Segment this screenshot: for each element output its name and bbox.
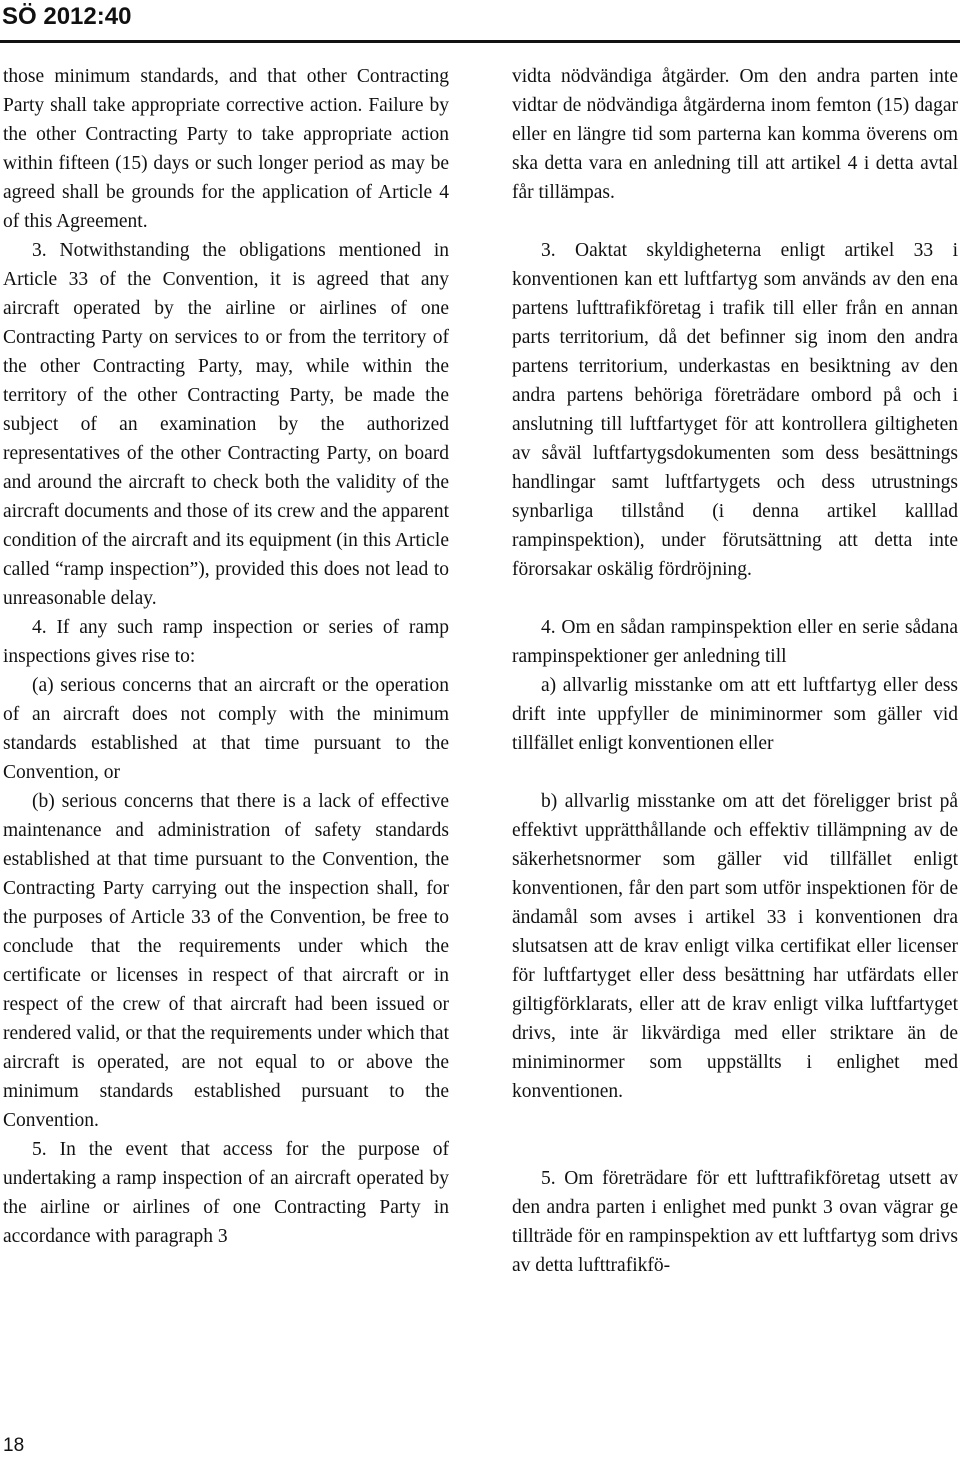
swedish-paragraph-5: 5. Om företrädare för ett lufttrafikföretag utsett av den andra parten i enlighet med punkt 3 ovan vägrar ge tillträde för en rampinspektion av ett luftfartyg som drivs av detta lufttrafikfö- (512, 1168, 958, 1276)
english-paragraph-3: 3. Notwithstanding the obligations mentioned in Article 33 of the Convention, it is agreed that any aircraft operated by the airline or airlines of one Contracting Party on services to or from the territory of the other Contracting Party, may, while within the territory of the other Contracting Party, be made the subject of an examination by the authorized representatives of the other Contracting Party, on board and around the aircraft to check both the validity of the aircraft documents and those of its crew and the apparent condition of the aircraft and its equipment (in this Article called “ramp inspection”), provided this does not lead to unreasonable delay. (3, 240, 449, 609)
english-paragraph-continuation: those minimum standards, and that other Contracting Party shall take appropriate corrective action. Failure by the other Contracting Party to take appropriate action within fifteen (15) days or such longer period as may be agreed shall be grounds for the application of Article 4 of this Agreement. (3, 66, 449, 232)
swedish-paragraph-3: 3. Oaktat skyldigheterna enligt artikel 33 i konventionen kan ett luftfartyg som används av den ena partens lufttrafikföretag i trafik till eller från en annan parts territorium, då det befinner sig inom den andra partens territorium, underkastas en besiktning av den andra partens behöriga företrädare ombord på och i anslutning till luftfartyget för att kontrollera giltigheten av såväl luftfartygsdokumenten som dess besättnings handlingar samt luftfartygets och dess utrustnings synbarliga tillstånd (i denna artikel kalllad rampinspektion), under förutsättning att detta inte förorsakar oskälig fördröjning. (512, 240, 958, 580)
english-paragraph-4b: (b) serious concerns that there is a lack of effective maintenance and administration of safety standards established at that time pursuant to the Convention, the Contracting Party carrying out the inspection shall, for the purposes of Article 33 of the Convention, be free to conclude that the requirements under which the certificate or licenses in respect of that aircraft or in respect of the crew of that aircraft had been issued or rendered valid, or that the requirements under which that aircraft is operated, are not equal to or above the minimum standards established pursuant to the Convention. (3, 791, 449, 1131)
english-column (3, 62, 449, 1251)
header-rule (0, 40, 960, 43)
swedish-paragraph-continuation: vidta nödvändiga åtgärder. Om den andra parten inte vidtar de nödvändiga åtgärderna inom femton (15) dagar eller en längre tid som parterna kan komma överens om ska detta vara en anledning till att artikel 4 i detta avtal får tillämpas. (512, 66, 958, 203)
swedish-paragraph-4b: b) allvarlig misstanke om att det föreligger brist på effektivt upprätthållande och effektiv tillämpning av de säkerhetsnormer som gäller vid tillfället enligt konventionen, får den part som utför inspektionen för de ändamål som avses i artikel 33 i konventionen dra slutsatsen att de krav enligt vilka certifikat eller licenser för luftfartyget eller dess besättning har utfärdats eller giltigförklarats, eller att de krav enligt vilka luftfartyget drivs, inte är likvärdiga med eller striktare än de miniminormer som uppställts i enlighet med konventionen. (512, 791, 958, 1102)
swedish-column (512, 62, 958, 1280)
swedish-paragraph-4a: a) allvarlig misstanke om att ett luftfartyg eller dess drift inte uppfyller de miniminormer som gäller vid tillfället enligt konventionen eller (512, 675, 958, 754)
document-header: SÖ 2012:40 (2, 3, 132, 30)
english-paragraph-5: 5. In the event that access for the purpose of undertaking a ramp inspection of an aircraft operated by the airline or airlines of one Contracting Party in accordance with paragraph 3 (3, 1139, 449, 1247)
swedish-paragraph-4: 4. Om en sådan rampinspektion eller en serie sådana rampinspektioner ger anledning till (512, 617, 958, 667)
english-paragraph-4a: (a) serious concerns that an aircraft or the operation of an aircraft does not comply with the minimum standards established at that time pursuant to the Convention, or (3, 675, 449, 783)
page-number: 18 (3, 1435, 25, 1456)
english-paragraph-4: 4. If any such ramp inspection or series of ramp inspections gives rise to: (3, 617, 449, 667)
